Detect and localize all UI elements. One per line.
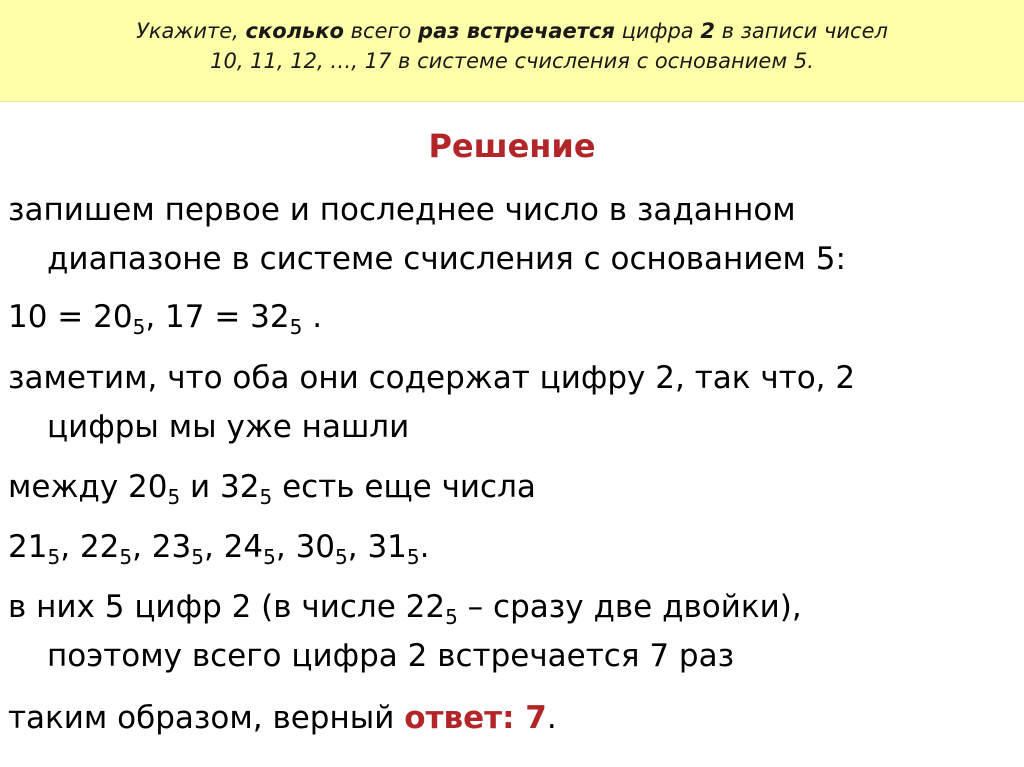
- answer-value: ответ: 7: [404, 700, 547, 736]
- base-subscript: 5: [263, 545, 276, 569]
- eq-text: , 17 = 32: [145, 299, 290, 335]
- final-text: таким образом, верный: [8, 700, 405, 736]
- task-emphasis: сколько: [245, 19, 344, 43]
- task-statement: [0, 0, 1024, 102]
- paragraph-4-line-1: [8, 587, 802, 627]
- paragraph-1-line-1: запишем первое и последнее число в заданном: [8, 192, 796, 228]
- p3-text: есть еще числа: [272, 469, 536, 505]
- task-emphasis: раз встречается: [418, 19, 615, 43]
- base-subscript: 5: [119, 545, 133, 569]
- paragraph-2-line-1: заметим, что оба они содержат цифру 2, так что, 2: [8, 360, 856, 396]
- base-subscript: 5: [445, 605, 458, 629]
- base-subscript: 5: [289, 315, 303, 339]
- paragraph-1-line-2: диапазоне в системе счисления с основанием 5:: [47, 241, 846, 277]
- task-text: в записи чисел: [714, 19, 888, 43]
- number: 21: [8, 529, 48, 565]
- task-line-1: [0, 16, 1024, 46]
- base-subscript: 5: [191, 545, 204, 569]
- task-text: Укажите,: [136, 19, 246, 43]
- p3-text: и 32: [180, 469, 260, 505]
- number: , 22: [60, 529, 120, 565]
- task-text: всего: [343, 19, 419, 43]
- paragraph-4-line-2: поэтому всего цифра 2 встречается 7 раз: [47, 638, 735, 674]
- p4-text: – сразу две двойки),: [457, 589, 802, 625]
- p3-text: между 20: [8, 469, 168, 505]
- base-subscript: 5: [259, 485, 273, 509]
- base-subscript: 5: [167, 485, 181, 509]
- numbers-list: [8, 527, 430, 567]
- punctuation: .: [419, 529, 430, 565]
- eq-text: .: [302, 299, 323, 335]
- eq-text: 10 = 20: [8, 299, 133, 335]
- base-subscript: 5: [335, 545, 348, 569]
- task-text: цифра: [614, 19, 701, 43]
- solution-heading: Решение: [428, 127, 596, 165]
- paragraph-3: [8, 467, 536, 507]
- conversion-equation: [8, 297, 322, 337]
- base-subscript: 5: [47, 545, 61, 569]
- number: , 30: [275, 529, 336, 565]
- number: , 31: [347, 529, 407, 565]
- p4-text: в них 5 цифр 2 (в числе 22: [8, 589, 446, 625]
- task-line-2: 10, 11, 12, …, 17 в системе счисления с основанием 5.: [210, 49, 814, 73]
- final-answer-line: [8, 698, 557, 738]
- base-subscript: 5: [406, 545, 420, 569]
- task-emphasis: 2: [700, 19, 715, 43]
- number: , 24: [203, 529, 264, 565]
- punctuation: .: [546, 700, 557, 736]
- base-subscript: 5: [132, 315, 146, 339]
- paragraph-2-line-2: цифры мы уже нашли: [47, 409, 410, 445]
- number: , 23: [132, 529, 192, 565]
